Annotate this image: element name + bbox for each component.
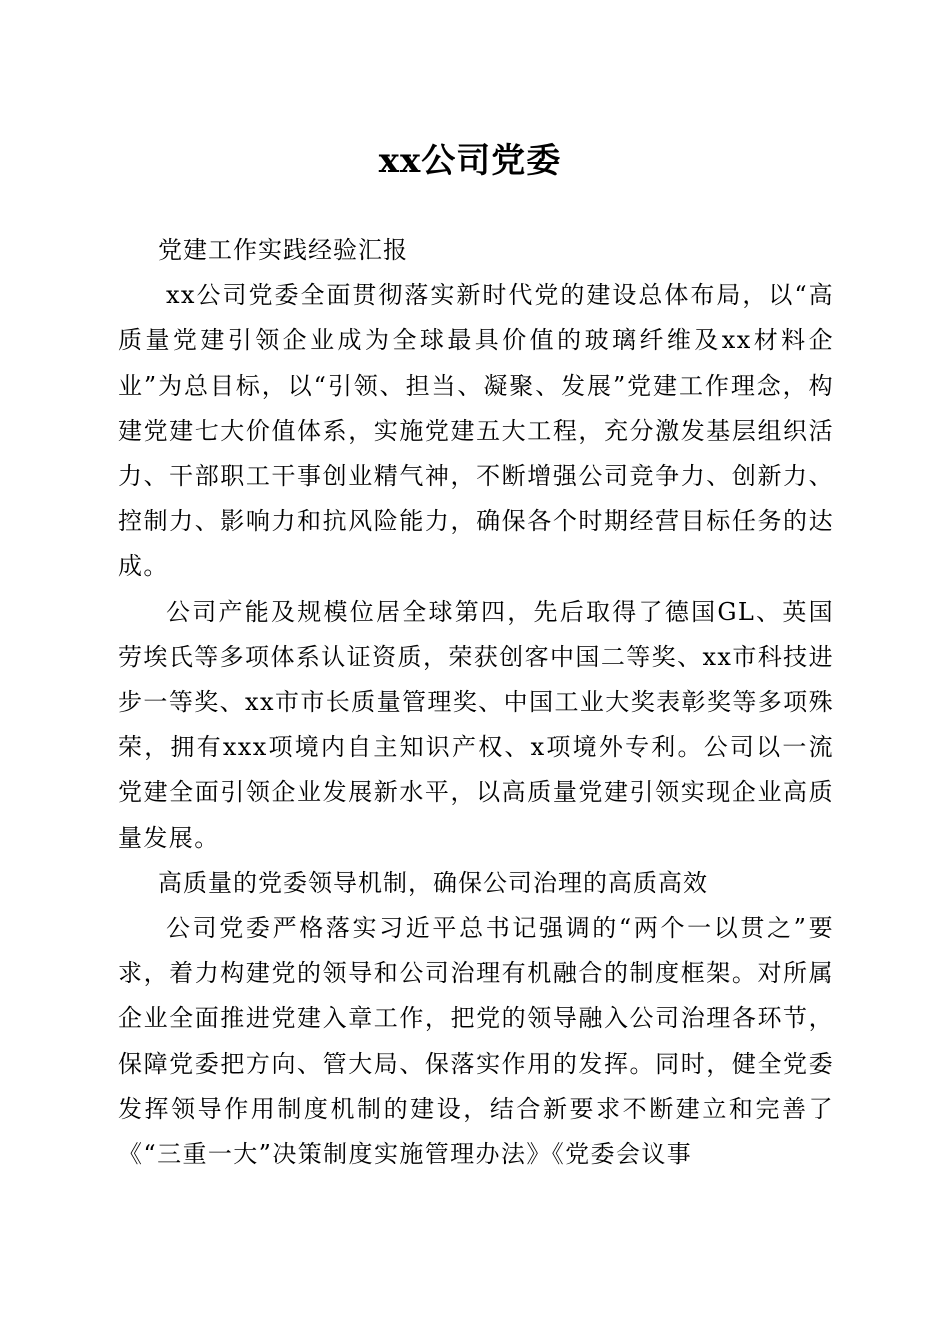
document-title: xx公司党委 — [378, 141, 562, 181]
paragraph-overview: xx公司党委全面贯彻落实新时代党的建设总体布局，以“高质量党建引领企业成为全球最具价值的玻璃纤维及xx材料企业”为总目标，以“引领、担当、凝聚、发展”党建工作理念，构建党建七大价值体系，实施党建五大工程，充分激发基层组织活力、干部职工干事创业精气神，不断增强公司竞争力、创新力、控制力、影响力和抗风险能力，确保各个时期经营目标任务的达成。 — [118, 281, 834, 581]
paragraph-achievements: 公司产能及规模位居全球第四，先后取得了德国GL、英国劳埃氏等多项体系认证资质，荣获创客中国二等奖、xx市科技进步一等奖、xx市市长质量管理奖、中国工业大奖表彰奖等多项殊荣，拥有xxx项境内自主知识产权、x项境外专利。公司以一流党建全面引领企业发展新水平，以高质量党建引领实现企业高质量发展。 — [118, 597, 834, 852]
section-heading-party-building-report: 党建工作实践经验汇报 — [158, 236, 408, 264]
paragraph-governance: 公司党委严格落实习近平总书记强调的“两个一以贯之”要求，着力构建党的领导和公司治理有机融合的制度框架。对所属企业全面推进党建入章工作，把党的领导融入公司治理各环节，保障党委把方向、管大局、保落实作用的发挥。同时，健全党委发挥领导作用制度机制的建设，结合新要求不断建立和完善了《“三重一大”决策制度实施管理办法》《党委会议事 — [118, 914, 834, 1169]
document-body — [118, 228, 834, 1177]
section-heading-leadership-mechanism: 高质量的党委领导机制，确保公司治理的高质高效 — [158, 868, 708, 897]
